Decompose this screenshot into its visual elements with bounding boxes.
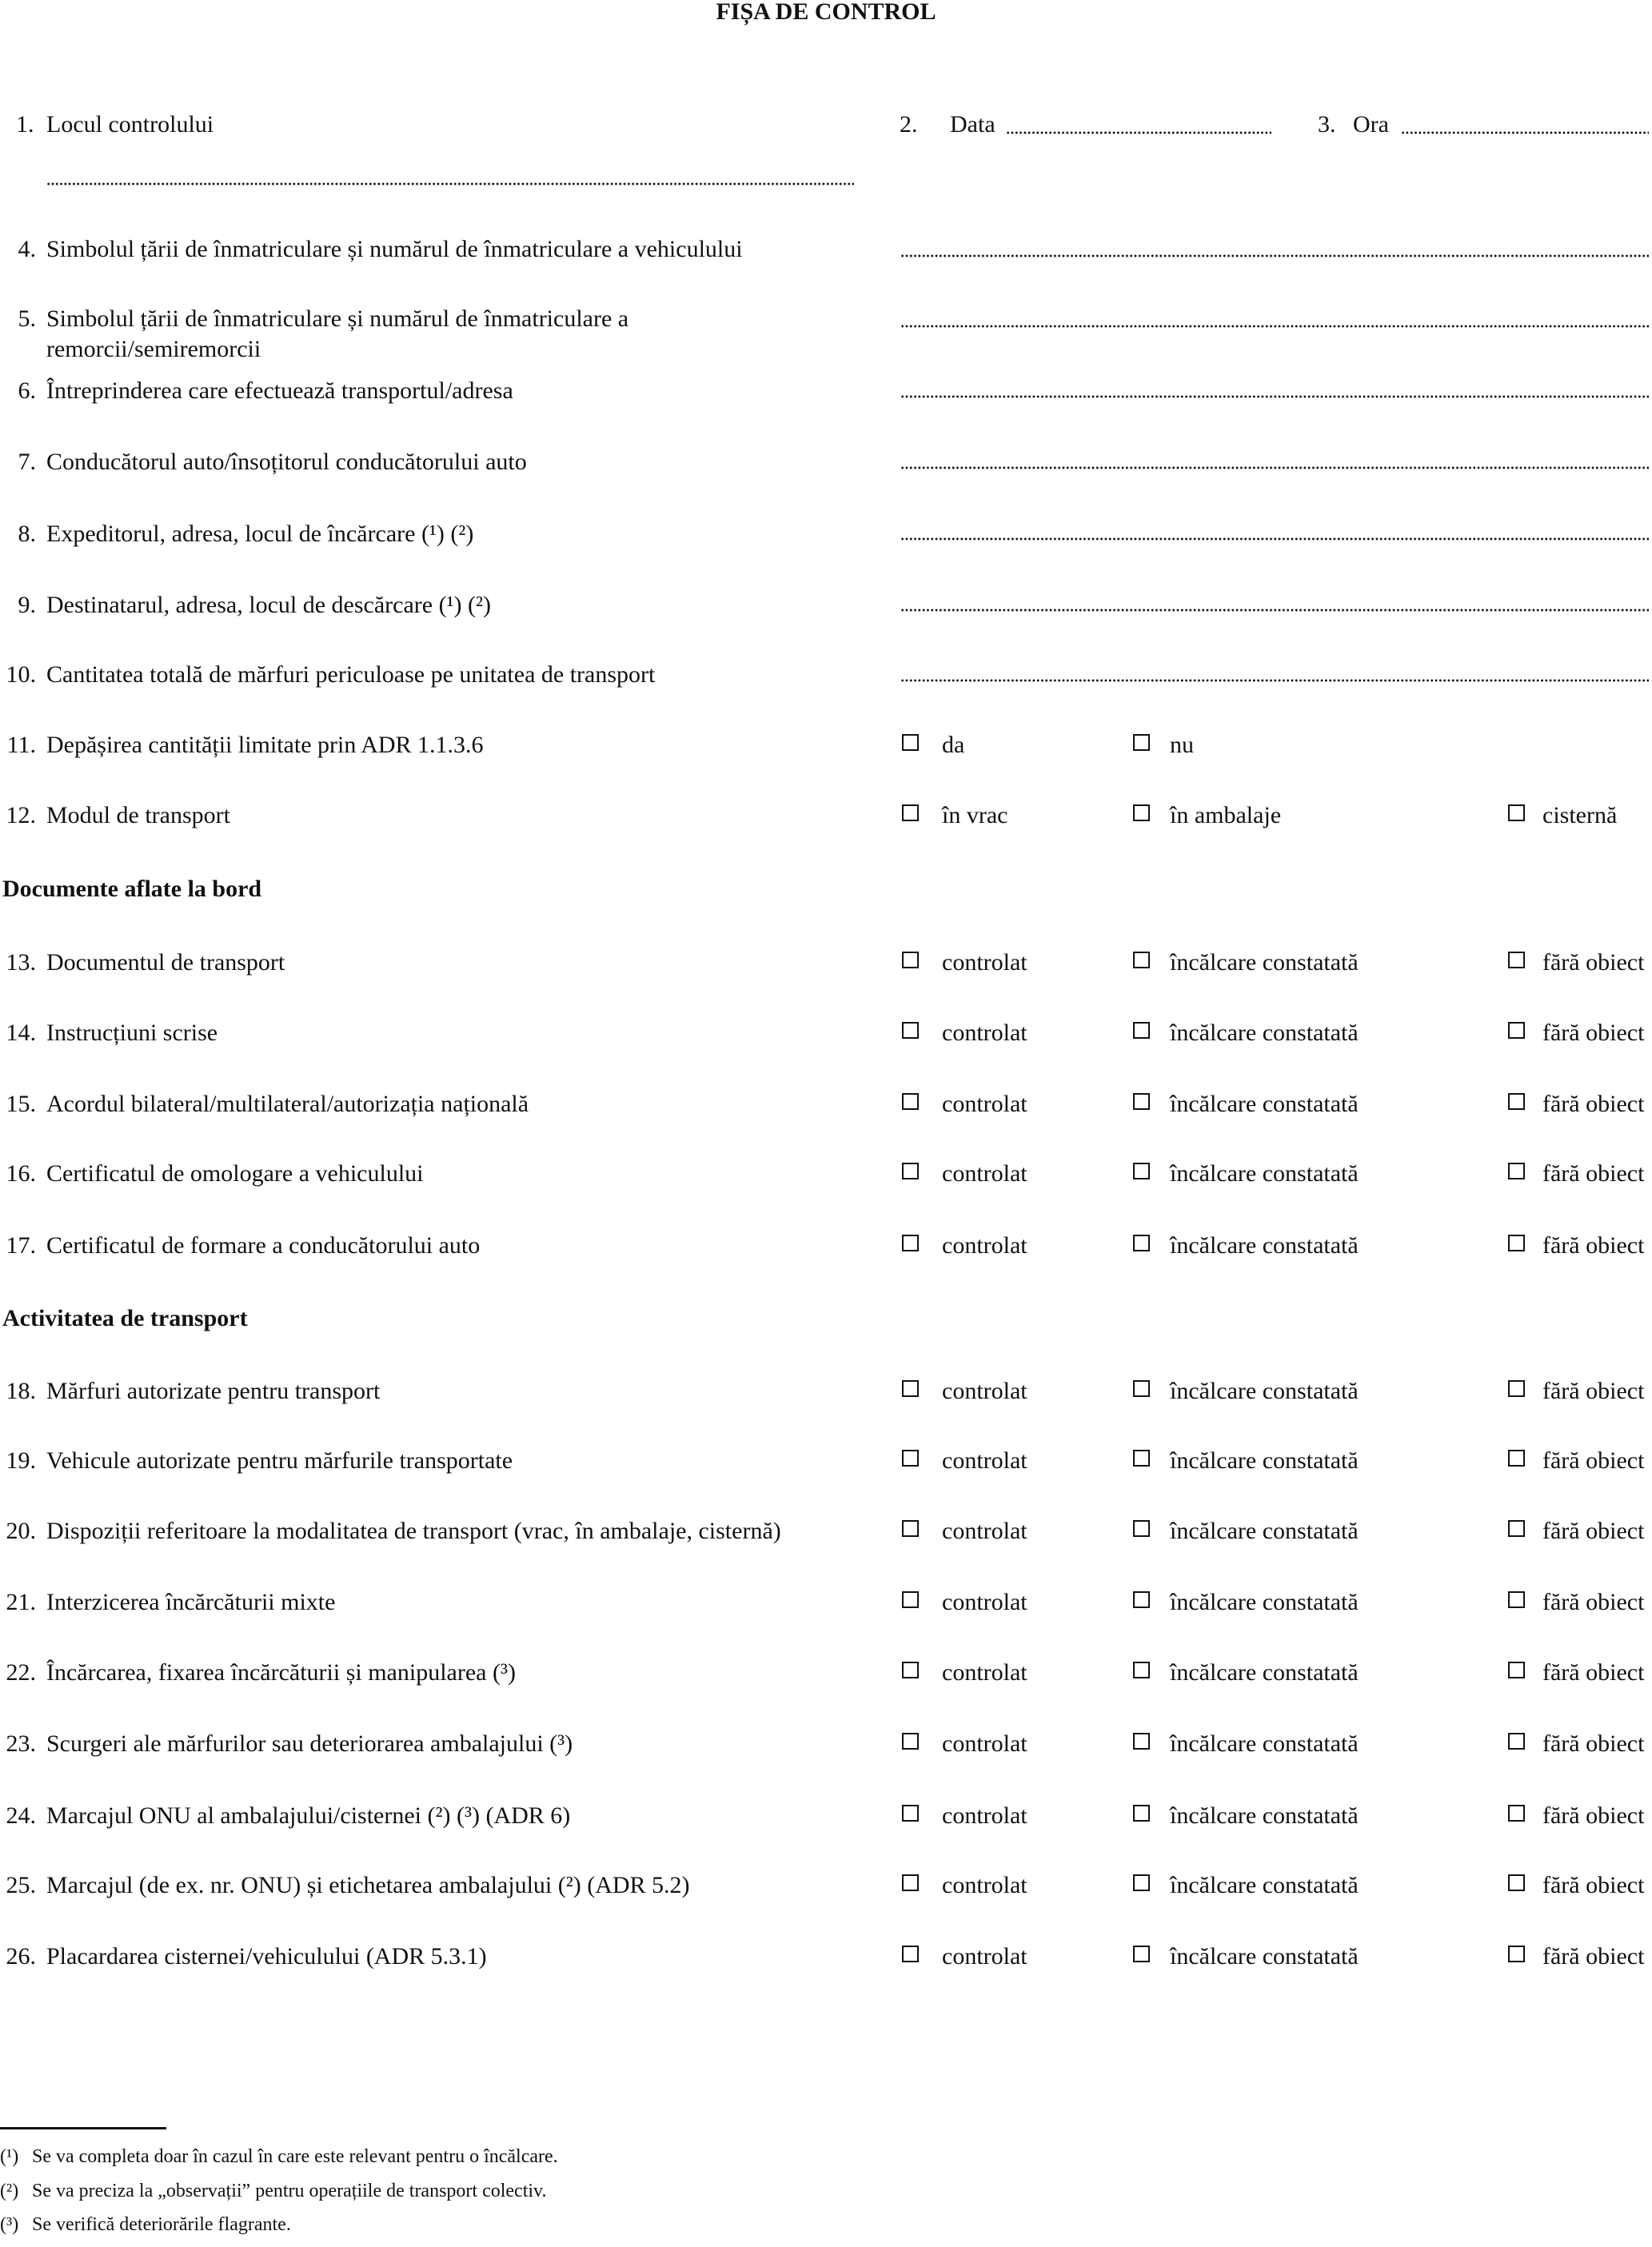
checkbox-icon[interactable]	[1508, 1520, 1525, 1537]
checkbox-icon[interactable]	[1133, 952, 1150, 968]
field-input[interactable]	[900, 325, 1649, 328]
check-item-label: Acordul bilateral/multilateral/autorizația națională	[46, 1091, 529, 1117]
check-item-label: Placardarea cisternei/vehiculului (ADR 5.3.1)	[46, 1943, 487, 1970]
checkbox-icon[interactable]	[1133, 1805, 1150, 1822]
footnote-text: Se verifică deteriorările flagrante.	[32, 2214, 291, 2235]
section-heading: Activitatea de transport	[2, 1305, 248, 1331]
checkbox-icon[interactable]	[1508, 1380, 1525, 1397]
field-input[interactable]	[900, 679, 1649, 682]
checkbox-icon[interactable]	[902, 1235, 919, 1251]
option-label: încălcare constatată	[1170, 1872, 1359, 1898]
item-number: 24.	[6, 1802, 36, 1829]
check-item-label: Vehicule autorizate pentru mărfurile transportate	[46, 1447, 513, 1474]
option-label: fără obiect	[1542, 1378, 1645, 1404]
choice-label: Modul de transport	[46, 802, 230, 828]
item-number: 8.	[18, 521, 36, 547]
option-label: controlat	[942, 1802, 1028, 1829]
checkbox-icon[interactable]	[902, 952, 919, 968]
item-number: 11.	[6, 732, 36, 758]
checkbox-icon[interactable]	[902, 1733, 919, 1750]
item-number: 14.	[6, 1020, 36, 1046]
checkbox-icon[interactable]	[902, 1520, 919, 1537]
option-label: încălcare constatată	[1170, 1730, 1359, 1757]
checkbox-icon[interactable]	[1508, 1662, 1525, 1678]
checkbox-icon[interactable]	[902, 1805, 919, 1822]
option-label: da	[942, 732, 965, 758]
field-label-ora: Ora	[1353, 111, 1389, 138]
option-label: fără obiect	[1542, 1802, 1645, 1829]
field-label: Cantitatea totală de mărfuri periculoase pe unitatea de transport	[46, 661, 656, 688]
field-label-locul-controlului: Locul controlului	[46, 111, 214, 138]
field-input[interactable]	[900, 466, 1649, 469]
item-number: 13.	[6, 949, 36, 976]
checkbox-icon[interactable]	[1133, 1874, 1150, 1891]
option-label: fără obiect	[1542, 1160, 1645, 1187]
locul-controlului-input[interactable]	[46, 182, 854, 186]
field-input[interactable]	[900, 537, 1649, 541]
checkbox-icon[interactable]	[902, 1163, 919, 1179]
checkbox-icon[interactable]	[902, 1874, 919, 1891]
option-label: controlat	[942, 949, 1028, 976]
field-input[interactable]	[900, 254, 1649, 257]
checkbox-icon[interactable]	[1133, 1380, 1150, 1397]
option-label: încălcare constatată	[1170, 1802, 1359, 1829]
footnote-text: Se va completa doar în cazul în care este relevant pentru o încălcare.	[32, 2146, 558, 2167]
footnote-mark: (²)	[0, 2181, 19, 2201]
item-number: 12.	[6, 802, 36, 828]
footnote	[0, 2181, 547, 2201]
footnote-text: Se va preciza la „observații” pentru operațiile de transport colectiv.	[32, 2181, 547, 2201]
option-label: controlat	[942, 1730, 1028, 1757]
item-number: 26.	[6, 1943, 36, 1970]
item-number: 20.	[6, 1518, 36, 1544]
field-label: Simbolul țării de înmatriculare și numărul de înmatriculare a vehiculului	[46, 236, 743, 262]
item-number: 19.	[6, 1447, 36, 1474]
check-item-label: Scurgeri ale mărfurilor sau deteriorarea ambalajului (³)	[46, 1730, 573, 1757]
option-label: fără obiect	[1542, 1447, 1645, 1474]
item-number: 4.	[18, 236, 36, 262]
option-label: controlat	[942, 1232, 1028, 1259]
field-input[interactable]	[900, 609, 1649, 612]
checkbox-icon[interactable]	[902, 1380, 919, 1397]
check-item-label: Dispoziții referitoare la modalitatea de transport (vrac, în ambalaje, cisternă)	[46, 1518, 781, 1544]
option-label: controlat	[942, 1378, 1028, 1404]
check-item-label: Instrucțiuni scrise	[46, 1020, 218, 1046]
option-label: fără obiect	[1542, 1091, 1645, 1117]
checkbox-icon[interactable]	[1133, 734, 1150, 751]
option-label: nu	[1170, 732, 1194, 758]
option-label: în ambalaje	[1170, 802, 1282, 828]
option-label: controlat	[942, 1160, 1028, 1187]
checkbox-icon[interactable]	[1508, 1591, 1525, 1608]
check-item-label: Certificatul de formare a conducătorului auto	[46, 1232, 481, 1259]
checkbox-icon[interactable]	[902, 804, 919, 821]
option-label: cisternă	[1542, 802, 1618, 828]
option-label: controlat	[942, 1091, 1028, 1117]
checkbox-icon[interactable]	[1133, 1520, 1150, 1537]
item-number: 3.	[1318, 111, 1336, 138]
field-label: Simbolul țării de înmatriculare și numărul de înmatriculare a	[46, 305, 629, 332]
page-title: FIȘA DE CONTROL	[716, 0, 936, 25]
checkbox-icon[interactable]	[1133, 1450, 1150, 1467]
field-label: Întreprinderea care efectuează transportul/adresa	[46, 377, 513, 404]
footnote	[0, 2147, 558, 2166]
footnote-divider	[0, 2127, 166, 2129]
check-item-label: Mărfuri autorizate pentru transport	[46, 1378, 381, 1404]
item-number: 22.	[6, 1659, 36, 1686]
field-label: Conducătorul auto/însoțitorul conducătorului auto	[46, 449, 527, 475]
ora-input[interactable]	[1401, 131, 1649, 134]
item-number: 2.	[900, 111, 918, 138]
item-number: 5.	[18, 305, 36, 332]
option-label: încălcare constatată	[1170, 1160, 1359, 1187]
checkbox-icon[interactable]	[1508, 1022, 1525, 1039]
checkbox-icon[interactable]	[1508, 1805, 1525, 1822]
checkbox-icon[interactable]	[1133, 1662, 1150, 1678]
field-label: Expeditorul, adresa, locul de încărcare (¹) (²)	[46, 521, 474, 547]
item-number: 7.	[18, 449, 36, 475]
item-number: 17.	[6, 1232, 36, 1259]
checkbox-icon[interactable]	[1133, 804, 1150, 821]
option-label: încălcare constatată	[1170, 1943, 1359, 1970]
checkbox-icon[interactable]	[1133, 1022, 1150, 1039]
check-item-label: Certificatul de omologare a vehiculului	[46, 1160, 424, 1187]
field-label-data: Data	[950, 111, 996, 138]
checkbox-icon[interactable]	[1508, 1235, 1525, 1251]
checkbox-icon[interactable]	[902, 1450, 919, 1467]
option-label: fără obiect	[1542, 1232, 1645, 1259]
checkbox-icon[interactable]	[1133, 1235, 1150, 1251]
option-label: încălcare constatată	[1170, 1378, 1359, 1404]
option-label: controlat	[942, 1518, 1028, 1544]
option-label: controlat	[942, 1659, 1028, 1686]
checkbox-icon[interactable]	[1133, 1163, 1150, 1179]
field-input[interactable]	[900, 395, 1649, 398]
item-number: 21.	[6, 1589, 36, 1615]
option-label: fără obiect	[1542, 1730, 1645, 1757]
checkbox-icon[interactable]	[1508, 1874, 1525, 1891]
option-label: controlat	[942, 1589, 1028, 1615]
item-number: 18.	[6, 1378, 36, 1404]
field-label: Destinatarul, adresa, locul de descărcare (¹) (²)	[46, 592, 492, 618]
section-heading: Documente aflate la bord	[2, 876, 262, 902]
checkbox-icon[interactable]	[902, 1022, 919, 1039]
option-label: încălcare constatată	[1170, 1447, 1359, 1474]
option-label: fără obiect	[1542, 1589, 1645, 1615]
checkbox-icon[interactable]	[1133, 1093, 1150, 1110]
option-label: fără obiect	[1542, 1518, 1645, 1544]
item-number: 1.	[16, 111, 34, 138]
check-item-label: Interzicerea încărcăturii mixte	[46, 1589, 336, 1615]
option-label: controlat	[942, 1447, 1028, 1474]
choice-label: Depășirea cantității limitate prin ADR 1.1.3.6	[46, 732, 484, 758]
checkbox-icon[interactable]	[902, 1662, 919, 1678]
checkbox-icon[interactable]	[1508, 1733, 1525, 1750]
field-label-continued: remorcii/semiremorcii	[46, 336, 261, 362]
item-number: 25.	[6, 1872, 36, 1898]
check-item-label: Încărcarea, fixarea încărcăturii și manipularea (³)	[46, 1659, 516, 1686]
option-label: încălcare constatată	[1170, 949, 1359, 976]
option-label: fără obiect	[1542, 949, 1645, 976]
option-label: controlat	[942, 1020, 1028, 1046]
option-label: încălcare constatată	[1170, 1091, 1359, 1117]
checkbox-icon[interactable]	[1508, 1163, 1525, 1179]
option-label: controlat	[942, 1872, 1028, 1898]
option-label: în vrac	[942, 802, 1008, 828]
checkbox-icon[interactable]	[1133, 1733, 1150, 1750]
item-number: 16.	[6, 1160, 36, 1187]
option-label: fără obiect	[1542, 1872, 1645, 1898]
footnote-mark: (¹)	[0, 2146, 19, 2167]
footnote-mark: (³)	[0, 2214, 19, 2235]
checkbox-icon[interactable]	[1508, 1450, 1525, 1467]
checkbox-icon[interactable]	[902, 734, 919, 751]
checkbox-icon[interactable]	[1508, 1093, 1525, 1110]
checkbox-icon[interactable]	[1508, 952, 1525, 968]
option-label: controlat	[942, 1943, 1028, 1970]
check-item-label: Documentul de transport	[46, 949, 285, 976]
item-number: 15.	[6, 1091, 36, 1117]
option-label: încălcare constatată	[1170, 1232, 1359, 1259]
checkbox-icon[interactable]	[1133, 1946, 1150, 1962]
option-label: fără obiect	[1542, 1943, 1645, 1970]
item-number: 6.	[18, 377, 36, 404]
check-item-label: Marcajul (de ex. nr. ONU) și etichetarea ambalajului (²) (ADR 5.2)	[46, 1872, 690, 1898]
checkbox-icon[interactable]	[902, 1591, 919, 1608]
checkbox-icon[interactable]	[1508, 804, 1525, 821]
item-number: 10.	[6, 661, 36, 688]
option-label: încălcare constatată	[1170, 1589, 1359, 1615]
option-label: încălcare constatată	[1170, 1518, 1359, 1544]
item-number: 9.	[18, 592, 36, 618]
option-label: încălcare constatată	[1170, 1659, 1359, 1686]
checkbox-icon[interactable]	[1133, 1591, 1150, 1608]
option-label: fără obiect	[1542, 1020, 1645, 1046]
option-label: încălcare constatată	[1170, 1020, 1359, 1046]
footnote	[0, 2215, 291, 2234]
data-input[interactable]	[1006, 131, 1271, 134]
option-label: fără obiect	[1542, 1659, 1645, 1686]
check-item-label: Marcajul ONU al ambalajului/cisternei (²) (³) (ADR 6)	[46, 1802, 571, 1829]
checkbox-icon[interactable]	[1508, 1946, 1525, 1962]
checkbox-icon[interactable]	[902, 1093, 919, 1110]
checkbox-icon[interactable]	[902, 1946, 919, 1962]
item-number: 23.	[6, 1730, 36, 1757]
